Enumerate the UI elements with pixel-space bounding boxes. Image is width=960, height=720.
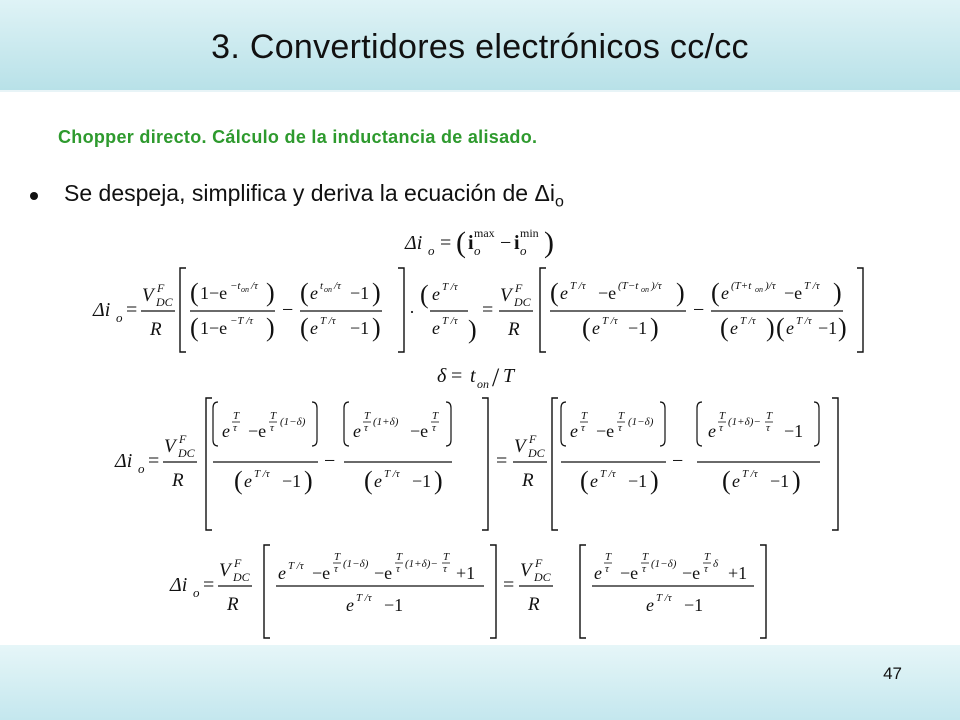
svg-text:e: e — [721, 283, 729, 303]
svg-text:T /τ: T /τ — [796, 315, 812, 327]
svg-text:): ) — [266, 313, 275, 342]
svg-text:DC: DC — [233, 570, 250, 584]
svg-text:T /τ: T /τ — [384, 468, 400, 480]
svg-text:): ) — [838, 313, 847, 342]
svg-text:e: e — [590, 471, 598, 491]
svg-text:−1: −1 — [282, 471, 302, 491]
svg-text:(: ( — [580, 466, 589, 495]
svg-text:(1−δ): (1−δ) — [343, 558, 369, 570]
svg-text:): ) — [792, 466, 801, 495]
svg-text:e: e — [570, 421, 578, 441]
svg-text:(: ( — [364, 466, 373, 495]
svg-text:−t: −t — [230, 280, 241, 292]
svg-text:(: ( — [711, 278, 720, 307]
svg-text:on: on — [641, 285, 649, 294]
svg-text:o: o — [116, 310, 123, 325]
svg-text:e: e — [353, 421, 361, 441]
svg-text:−e: −e — [682, 563, 701, 583]
svg-text:1−e: 1−e — [200, 283, 228, 303]
svg-text:on: on — [324, 285, 332, 294]
svg-text:(T+t: (T+t — [731, 280, 752, 292]
svg-text:T: T — [719, 410, 726, 422]
svg-text:τ: τ — [443, 563, 447, 575]
svg-text:V: V — [142, 285, 154, 306]
svg-text:): ) — [372, 313, 381, 342]
svg-text:τ: τ — [642, 563, 646, 575]
svg-text:e: e — [730, 318, 738, 338]
svg-text:τ: τ — [704, 563, 708, 575]
svg-text:T: T — [581, 410, 588, 422]
svg-text:T /τ: T /τ — [740, 315, 756, 327]
svg-text:−1: −1 — [412, 471, 432, 491]
svg-text:i: i — [514, 232, 520, 254]
svg-text:(: ( — [234, 466, 243, 495]
svg-text:−: − — [282, 299, 294, 321]
svg-text:R: R — [227, 594, 239, 615]
svg-text:R: R — [150, 319, 162, 340]
svg-text:F: F — [515, 281, 523, 295]
svg-text:T: T — [704, 551, 711, 563]
svg-text:e: e — [646, 595, 654, 615]
svg-text:τ: τ — [270, 422, 274, 434]
svg-text:F: F — [234, 556, 242, 570]
svg-text:e: e — [222, 421, 230, 441]
svg-text:F: F — [157, 281, 165, 295]
svg-text:T /τ: T /τ — [600, 468, 616, 480]
svg-text:): ) — [766, 313, 775, 342]
svg-text:τ: τ — [581, 422, 585, 434]
svg-text:F: F — [179, 432, 187, 446]
svg-text:): ) — [833, 278, 842, 307]
svg-text:T: T — [432, 410, 439, 422]
svg-text:τ: τ — [618, 422, 622, 434]
svg-text:=: = — [451, 365, 463, 387]
svg-text:−1: −1 — [350, 283, 370, 303]
svg-text:o: o — [428, 243, 435, 258]
svg-text:t: t — [470, 365, 476, 387]
svg-text:T: T — [364, 410, 371, 422]
svg-text:on: on — [477, 377, 489, 391]
svg-text:(: ( — [582, 313, 591, 342]
svg-text:T /τ: T /τ — [442, 281, 458, 293]
svg-text:−: − — [672, 450, 684, 472]
svg-text:(: ( — [722, 466, 731, 495]
svg-text:(: ( — [420, 280, 429, 309]
svg-text:−e: −e — [248, 421, 267, 441]
svg-text:(: ( — [550, 278, 559, 307]
svg-text:(1−δ): (1−δ) — [628, 416, 654, 428]
svg-text:): ) — [372, 278, 381, 307]
bullet-main: Se despeja, simplifica y deriva la ecuación de Δi — [64, 180, 555, 206]
svg-text:−1: −1 — [628, 318, 648, 338]
slide-title: 3. Convertidores electrónicos cc/cc — [211, 28, 749, 66]
svg-text:T: T — [270, 410, 277, 422]
svg-text:e: e — [374, 471, 382, 491]
svg-text:T /τ: T /τ — [288, 560, 304, 572]
svg-text:−: − — [500, 232, 512, 254]
svg-text:(1+δ): (1+δ) — [373, 416, 399, 428]
bullet-sub: o — [554, 193, 564, 211]
svg-text:on: on — [241, 285, 249, 294]
svg-text:τ: τ — [233, 422, 237, 434]
svg-text:=: = — [126, 299, 138, 321]
svg-text:o: o — [193, 585, 200, 600]
svg-text:−e: −e — [374, 563, 393, 583]
svg-text:·: · — [409, 302, 415, 322]
svg-text:e: e — [592, 318, 600, 338]
svg-text:F: F — [535, 556, 543, 570]
svg-text:T: T — [396, 551, 403, 563]
svg-text:T /τ: T /τ — [254, 468, 270, 480]
svg-text:R: R — [522, 470, 534, 491]
svg-text:δ: δ — [437, 365, 447, 387]
svg-text:T /τ: T /τ — [742, 468, 758, 480]
equation-4 — [114, 398, 838, 530]
svg-text:−e: −e — [620, 563, 639, 583]
svg-text:T: T — [642, 551, 649, 563]
svg-text:o: o — [474, 243, 481, 258]
svg-text:e: e — [732, 471, 740, 491]
svg-text:): ) — [650, 466, 659, 495]
svg-text:R: R — [528, 594, 540, 615]
svg-text:T /τ: T /τ — [570, 280, 586, 292]
svg-text:Δi: Δi — [93, 299, 111, 321]
svg-text:V: V — [500, 285, 512, 306]
slide-footer — [0, 645, 960, 720]
svg-text:o: o — [138, 461, 145, 476]
svg-text:e: e — [432, 284, 440, 304]
svg-text:−e: −e — [312, 563, 331, 583]
svg-text:Δi: Δi — [170, 574, 188, 596]
svg-text:e: e — [310, 283, 318, 303]
svg-text:): ) — [544, 226, 554, 259]
svg-text:DC: DC — [178, 446, 195, 460]
equation-2 — [92, 268, 863, 352]
svg-text:T: T — [334, 551, 341, 563]
svg-text:(1+δ)−: (1+δ)− — [728, 416, 761, 428]
svg-text:−e: −e — [784, 283, 803, 303]
svg-text:e: e — [310, 318, 318, 338]
svg-text:δ: δ — [713, 558, 719, 570]
svg-text:τ: τ — [432, 422, 436, 434]
svg-text:e: e — [244, 471, 252, 491]
svg-text:T /τ: T /τ — [656, 592, 672, 604]
svg-text:−1: −1 — [770, 471, 790, 491]
svg-text:τ: τ — [364, 422, 368, 434]
svg-text:e: e — [432, 318, 440, 338]
svg-text:T: T — [503, 365, 515, 387]
svg-text:): ) — [468, 315, 477, 344]
svg-text:=: = — [496, 450, 508, 472]
svg-text:(1−δ): (1−δ) — [651, 558, 677, 570]
slide-subtitle: Chopper directo. Cálculo de la inductancia de alisado. — [58, 127, 538, 147]
svg-text:T: T — [443, 551, 450, 563]
svg-text:(: ( — [776, 313, 785, 342]
svg-text:V: V — [514, 436, 526, 457]
svg-text:): ) — [304, 466, 313, 495]
svg-text:e: e — [708, 421, 716, 441]
svg-text:/: / — [492, 363, 500, 392]
svg-text:(: ( — [300, 278, 309, 307]
svg-text:/τ: /τ — [334, 280, 341, 292]
page-number: 47 — [883, 664, 902, 683]
equation-3 — [437, 363, 516, 392]
svg-text:i: i — [468, 232, 474, 254]
svg-text:on: on — [755, 285, 763, 294]
svg-text:+1: +1 — [456, 563, 476, 583]
svg-text:−e: −e — [598, 283, 617, 303]
svg-text:−e: −e — [596, 421, 615, 441]
svg-text:τ: τ — [334, 563, 338, 575]
svg-text:τ: τ — [719, 422, 723, 434]
svg-text:): ) — [266, 278, 275, 307]
svg-text:Δi: Δi — [115, 450, 133, 472]
svg-text:(: ( — [190, 313, 199, 342]
svg-text:e: e — [560, 283, 568, 303]
svg-text:(: ( — [720, 313, 729, 342]
equation-1 — [404, 226, 554, 259]
svg-text:(: ( — [456, 226, 466, 259]
svg-text:1−e: 1−e — [200, 318, 228, 338]
svg-text:R: R — [172, 470, 184, 491]
svg-text:−1: −1 — [818, 318, 838, 338]
svg-text:)/τ: )/τ — [765, 280, 776, 292]
svg-text:+1: +1 — [728, 563, 748, 583]
svg-text:)/τ: )/τ — [651, 280, 662, 292]
svg-text:Δi: Δi — [405, 232, 423, 254]
svg-text:T /τ: T /τ — [602, 315, 618, 327]
svg-text:T /τ: T /τ — [320, 315, 336, 327]
svg-text:T /τ: T /τ — [356, 592, 372, 604]
svg-text:τ: τ — [766, 422, 770, 434]
svg-text:T: T — [605, 551, 612, 563]
svg-text:(1+δ)−: (1+δ)− — [405, 558, 438, 570]
svg-text:=: = — [440, 232, 452, 254]
svg-text:−: − — [693, 299, 705, 321]
svg-text:T /τ: T /τ — [442, 315, 458, 327]
svg-text:max: max — [474, 226, 495, 240]
svg-text:(: ( — [300, 313, 309, 342]
svg-text:−1: −1 — [384, 595, 404, 615]
svg-text:=: = — [503, 574, 515, 596]
svg-text:τ: τ — [396, 563, 400, 575]
svg-text:T: T — [233, 410, 240, 422]
svg-text:e: e — [594, 563, 602, 583]
svg-text:/τ: /τ — [251, 280, 258, 292]
svg-text:−1: −1 — [684, 595, 704, 615]
svg-text:): ) — [676, 278, 685, 307]
svg-text:DC: DC — [534, 570, 551, 584]
svg-text:): ) — [650, 313, 659, 342]
svg-text:−: − — [324, 450, 336, 472]
svg-text:T: T — [766, 410, 773, 422]
svg-text:o: o — [520, 243, 527, 258]
svg-text:e: e — [278, 563, 286, 583]
svg-text:=: = — [482, 299, 494, 321]
svg-text:F: F — [529, 432, 537, 446]
svg-text:=: = — [148, 450, 160, 472]
svg-text:T: T — [618, 410, 625, 422]
svg-text:R: R — [508, 319, 520, 340]
svg-text:e: e — [346, 595, 354, 615]
svg-text:−e: −e — [410, 421, 429, 441]
svg-text:DC: DC — [156, 295, 173, 309]
svg-text:T /τ: T /τ — [804, 280, 820, 292]
svg-text:=: = — [203, 574, 215, 596]
svg-text:t: t — [320, 280, 324, 292]
svg-text:(: ( — [190, 278, 199, 307]
svg-text:(1−δ): (1−δ) — [280, 416, 306, 428]
svg-text:−1: −1 — [784, 421, 804, 441]
svg-text:−T /τ: −T /τ — [230, 315, 254, 327]
svg-text:τ: τ — [605, 563, 609, 575]
svg-text:V: V — [520, 560, 532, 581]
svg-text:DC: DC — [514, 295, 531, 309]
equation-5 — [169, 545, 766, 638]
svg-text:−1: −1 — [350, 318, 370, 338]
svg-text:(T−t: (T−t — [618, 280, 639, 292]
svg-text:V: V — [164, 436, 176, 457]
svg-text:V: V — [219, 560, 231, 581]
svg-text:): ) — [434, 466, 443, 495]
svg-text:−1: −1 — [628, 471, 648, 491]
svg-text:min: min — [520, 226, 539, 240]
svg-text:DC: DC — [528, 446, 545, 460]
svg-text:e: e — [786, 318, 794, 338]
